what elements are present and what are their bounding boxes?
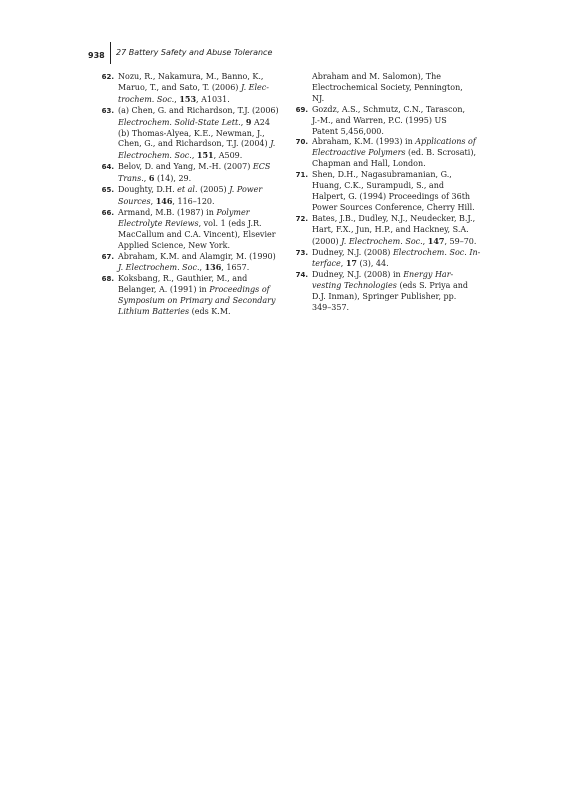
reference-line: Electrolyte Reviews, vol. 1 (eds J.R. xyxy=(118,218,262,228)
reference-line: Patent 5,456,000. xyxy=(312,126,384,136)
reference-line: NJ. xyxy=(312,93,325,103)
reference-line: Dudney, N.J. (2008) Electrochem. Soc. In- xyxy=(312,247,481,257)
reference-entry xyxy=(295,104,472,138)
reference-line: Chapman and Hall, London. xyxy=(312,159,426,169)
reference-number: 63. xyxy=(101,106,114,115)
reference-entry xyxy=(295,213,477,248)
reference-number: 72. xyxy=(295,214,308,223)
reference-line: Electroactive Polymers (ed. B. Scrosati), xyxy=(312,148,476,158)
reference-line: Bates, J.B., Dudley, N.J., Neudecker, B.J., xyxy=(312,213,476,223)
reference-line: Belanger, A. (1991) in Proceedings of xyxy=(118,285,270,295)
reference-line: terface, 17 (3), 44. xyxy=(312,258,389,269)
reference-number: 64. xyxy=(101,163,114,172)
reference-number: 66. xyxy=(101,208,114,217)
reference-line: J.-M., and Warren, P.C. (1995) US xyxy=(312,115,447,125)
reference-line: Abraham, K.M. (1993) in Applications of xyxy=(312,137,476,147)
reference-entry xyxy=(101,207,278,252)
reference-number: 67. xyxy=(101,252,114,261)
reference-entry xyxy=(295,137,476,170)
reference-line: Electrochemical Society, Pennington, xyxy=(312,82,463,92)
running-title: 27 Battery Safety and Abuse Tolerance xyxy=(116,48,273,57)
reference-line: Armand, M.B. (1987) in Polymer xyxy=(118,207,250,217)
reference-line: 349–357. xyxy=(312,303,350,313)
reference-line: Dudney, N.J. (2008) in Energy Har- xyxy=(312,270,454,280)
reference-line: (2000) J. Electrochem. Soc., 147, 59–70. xyxy=(312,235,477,246)
page-header xyxy=(88,48,105,62)
reference-line: Maruo, T., and Sato, T. (2006) J. Elec- xyxy=(118,82,269,92)
reference-line: D.J. Inman), Springer Publisher, pp. xyxy=(312,292,457,302)
reference-line: Huang, C.K., Surampudi, S., and xyxy=(312,181,444,191)
reference-number: 74. xyxy=(295,271,308,280)
reference-number: 71. xyxy=(295,171,308,180)
reference-entry xyxy=(101,105,279,163)
reference-entry xyxy=(312,72,472,105)
reference-line: Abraham, K.M. and Alamgir, M. (1990) xyxy=(118,251,276,261)
reference-entry xyxy=(101,185,278,208)
reference-line: Hart, F.X., Jun, H.P., and Hackney, S.A. xyxy=(312,224,469,234)
reference-line: Chen, G., and Richardson, T.J. (2004) J. xyxy=(118,139,276,149)
reference-number: 69. xyxy=(295,105,308,114)
reference-entry xyxy=(101,162,278,185)
reference-line: J. Electrochem. Soc., 136, 1657. xyxy=(118,262,250,273)
reference-entry xyxy=(101,274,278,318)
reference-line: Power Sources Conference, Cherry Hill. xyxy=(312,202,475,212)
reference-line: (a) Chen, G. and Richardson, T.J. (2006) xyxy=(118,105,279,115)
reference-line: Shen, D.H., Nagasubramanian, G., xyxy=(312,170,452,180)
reference-line: Nozu, R., Nakamura, M., Banno, K., xyxy=(118,72,264,81)
reference-line: Symposium on Primary and Secondary xyxy=(118,296,276,306)
reference-line: Doughty, D.H. et al. (2005) J. Power xyxy=(118,185,263,195)
header-divider xyxy=(110,42,111,64)
reference-line: Electrochem. Solid-State Lett., 9 A24 xyxy=(118,116,270,127)
reference-column-left xyxy=(101,72,279,318)
reference-entry xyxy=(101,72,278,106)
reference-line: (b) Thomas-Alyea, K.E., Newman, J., xyxy=(118,128,265,138)
reference-line: Trans., 6 (14), 29. xyxy=(118,173,192,184)
reference-number: 62. xyxy=(101,73,114,81)
reference-line: Abraham and M. Salomon), The xyxy=(312,72,442,81)
page-number: 938 xyxy=(88,50,105,60)
reference-line: Applied Science, New York. xyxy=(118,240,230,250)
reference-entry xyxy=(295,247,481,271)
reference-line: trochem. Soc., 153, A1031. xyxy=(118,93,230,104)
reference-entry xyxy=(295,170,475,214)
reference-line: Gozdz, A.S., Schmutz, C.N., Tarascon, xyxy=(312,104,466,114)
reference-line: Sources, 146, 116–120. xyxy=(118,195,215,206)
reference-line: Koksbang, R., Gauthier, M., and xyxy=(118,274,248,284)
reference-line: Belov, D. and Yang, M.-H. (2007) ECS xyxy=(118,162,271,172)
reference-line: Lithium Batteries (eds K.M. xyxy=(118,307,231,317)
reference-line: MacCallum and C.A. Vincent), Elsevier xyxy=(118,229,276,239)
reference-line: Electrochem. Soc., 151, A509. xyxy=(118,150,243,161)
reference-number: 68. xyxy=(101,275,114,284)
reference-number: 70. xyxy=(295,138,308,147)
reference-entry xyxy=(101,251,278,275)
reference-line: vesting Technologies (eds S. Priya and xyxy=(312,281,468,291)
reference-column-right xyxy=(295,72,481,314)
reference-number: 73. xyxy=(295,248,308,257)
reference-entry xyxy=(295,270,472,314)
reference-number: 65. xyxy=(101,186,114,195)
reference-line: Halpert, G. (1994) Proceedings of 36th xyxy=(312,191,471,201)
